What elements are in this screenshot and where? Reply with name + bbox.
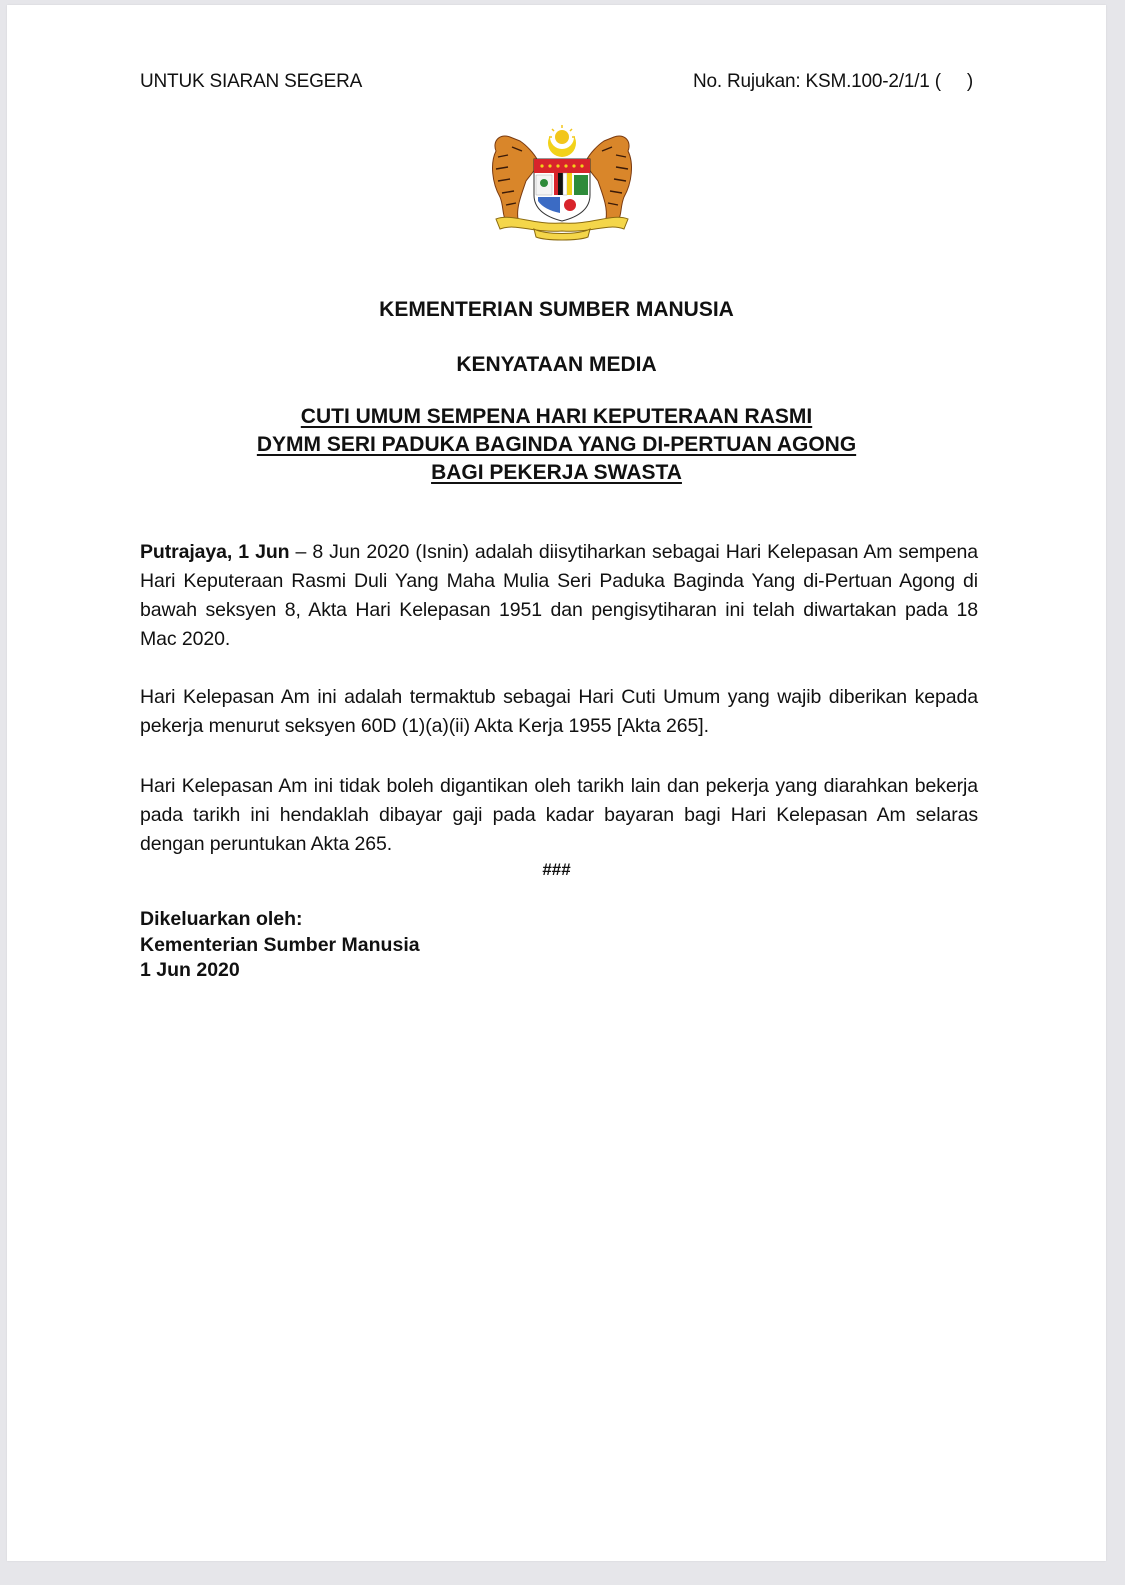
subject-line-3: BAGI PEKERJA SWASTA [431, 461, 682, 484]
paragraph-1 [140, 538, 978, 654]
end-marker: ### [542, 860, 571, 879]
signoff-block [140, 907, 420, 984]
paragraph-2: Hari Kelepasan Am ini adalah termaktub sebagai Hari Cuti Umum yang wajib diberikan kepada pekerja menurut seksyen 60D (1)(a)(ii) Akta Kerja 1955 [Akta 265]. [140, 686, 978, 737]
document-page [7, 5, 1106, 1561]
ministry-title: KEMENTERIAN SUMBER MANUSIA [379, 298, 734, 321]
subject-line-2: DYMM SERI PADUKA BAGINDA YANG DI-PERTUAN AGONG [256, 433, 857, 456]
reference-number [693, 71, 973, 93]
subject-heading [7, 403, 1106, 487]
subject-line-1: CUTI UMUM SEMPENA HARI KEPUTERAAN RASMI [300, 405, 813, 428]
paragraph-1-text: – 8 Jun 2020 (Isnin) adalah diisytiharkan sebagai Hari Kelepasan Am sempena Hari Keputeraan Rasmi Duli Yang Maha Mulia Seri Paduka Baginda Yang di-Pertuan Agong di bawah seksyen 8, Akta Hari Kelepasan 1951 dan pengisytiharan ini telah diwartakan pada 18 Mac 2020. [140, 541, 978, 650]
reference-value: KSM.100-2/1/1 ( [805, 71, 941, 92]
document-header [140, 71, 973, 93]
issuer-name: Kementerian Sumber Manusia [140, 933, 420, 956]
reference-close: ) [966, 71, 973, 92]
paragraph-3: Hari Kelepasan Am ini tidak boleh digantikan oleh tarikh lain dan pekerja yang diarahkan bekerja pada tarikh ini hendaklah dibayar gaji pada kadar bayaran bagi Hari Kelepasan Am selaras dengan peruntukan Akta 265. [140, 775, 978, 855]
document-type: KENYATAAN MEDIA [456, 353, 657, 376]
issued-by-label: Dikeluarkan oleh: [140, 908, 303, 930]
release-type: UNTUK SIARAN SEGERA [140, 71, 363, 92]
reference-label: No. Rujukan: [692, 71, 801, 92]
dateline: Putrajaya, 1 Jun [140, 541, 290, 563]
issue-date: 1 Jun 2020 [140, 959, 240, 981]
malaysia-coat-of-arms-icon [482, 123, 642, 241]
